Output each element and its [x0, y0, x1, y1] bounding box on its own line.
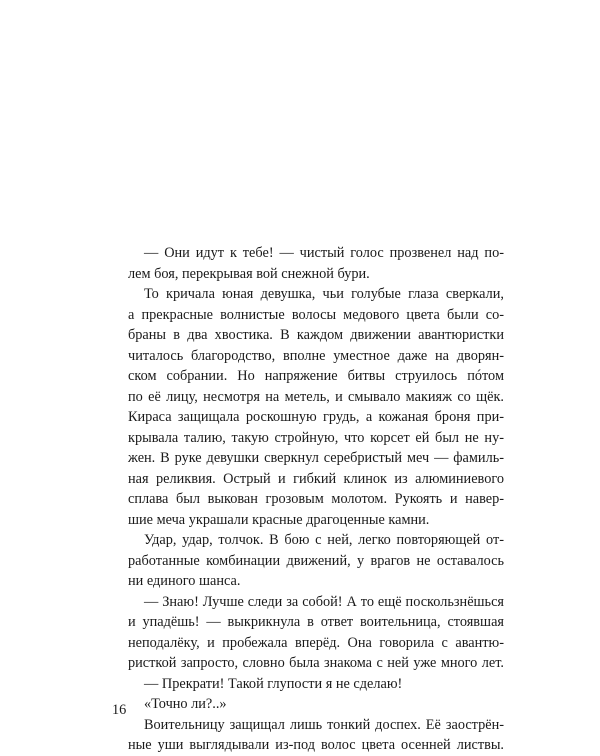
text-line: То кричала юная девушка, чьи голубые глаза сверкали, — [144, 286, 504, 302]
text-line: Кираса защищала роскошную грудь, а кожаная броня при- — [128, 409, 504, 425]
paragraph-4 — [112, 592, 504, 674]
text-line: — Знаю! Лучше следи за собой! А то ещё поскользнёшься — [144, 593, 504, 610]
paragraph-1 — [112, 243, 504, 284]
text-line: работанные комбинации движений, у врагов не оставалось — [128, 552, 504, 569]
paragraph-3 — [112, 530, 504, 592]
text-line: по её лицу, несмотря на метель, и смывало макияж со щёк. — [128, 388, 504, 405]
text-line: ском собрании. Но напряжение битвы струилось пóтом — [128, 368, 504, 384]
text-line: — Они идут к тебе! — чистый голос прозвенел над по- — [144, 245, 504, 261]
text-line: «Точно ли?..» — [144, 696, 227, 712]
page-number: 16 — [112, 702, 127, 718]
text-line: неподалёку, и пробежала вперёд. Она говорила с авантю- — [128, 634, 504, 651]
text-line: браны в два хвостика. В каждом движении авантюристки — [128, 327, 504, 343]
text-line: Удар, удар, толчок. В бою с ней, легко повторяющей от- — [144, 532, 504, 548]
text-line: и упадёшь! — выкрикнула в ответ воительница, стоявшая — [128, 614, 504, 630]
text-line: крывала талию, такую стройную, что корсет ей был не ну- — [128, 429, 504, 446]
text-line: ные уши выглядывали из-под волос цвета осенней листвы. — [128, 737, 504, 753]
text-line: ни единого шанса. — [128, 573, 241, 589]
paragraph-6 — [112, 694, 504, 715]
text-line: сплава был выкован грозовым молотом. Рукоять и навер- — [128, 491, 504, 507]
text-line: шие меча украшали красные драгоценные камни. — [128, 511, 430, 528]
paragraph-7 — [112, 715, 504, 756]
text-line: Воительницу защищал лишь тонкий доспех. Её заострён- — [144, 716, 504, 733]
text-line: ристкой запросто, словно была знакома с ней уже много лет. — [128, 655, 504, 671]
text-line: а прекрасные волнистые волосы медового цвета были со- — [128, 306, 504, 323]
paragraph-5 — [112, 674, 504, 695]
text-line: — Прекрати! Такой глупости я не сделаю! — [144, 675, 403, 692]
text-line: жен. В руке девушки сверкнул серебристый меч — фамиль- — [128, 450, 504, 466]
text-line: лем боя, перекрывая вой снежной бури. — [128, 265, 370, 282]
body-text — [112, 243, 504, 756]
paragraph-2 — [112, 284, 504, 530]
text-line: ная реликвия. Острый и гибкий клинок из алюминиевого — [128, 470, 504, 487]
text-line: читалось благородство, вполне уместное даже на дворян- — [128, 347, 504, 364]
